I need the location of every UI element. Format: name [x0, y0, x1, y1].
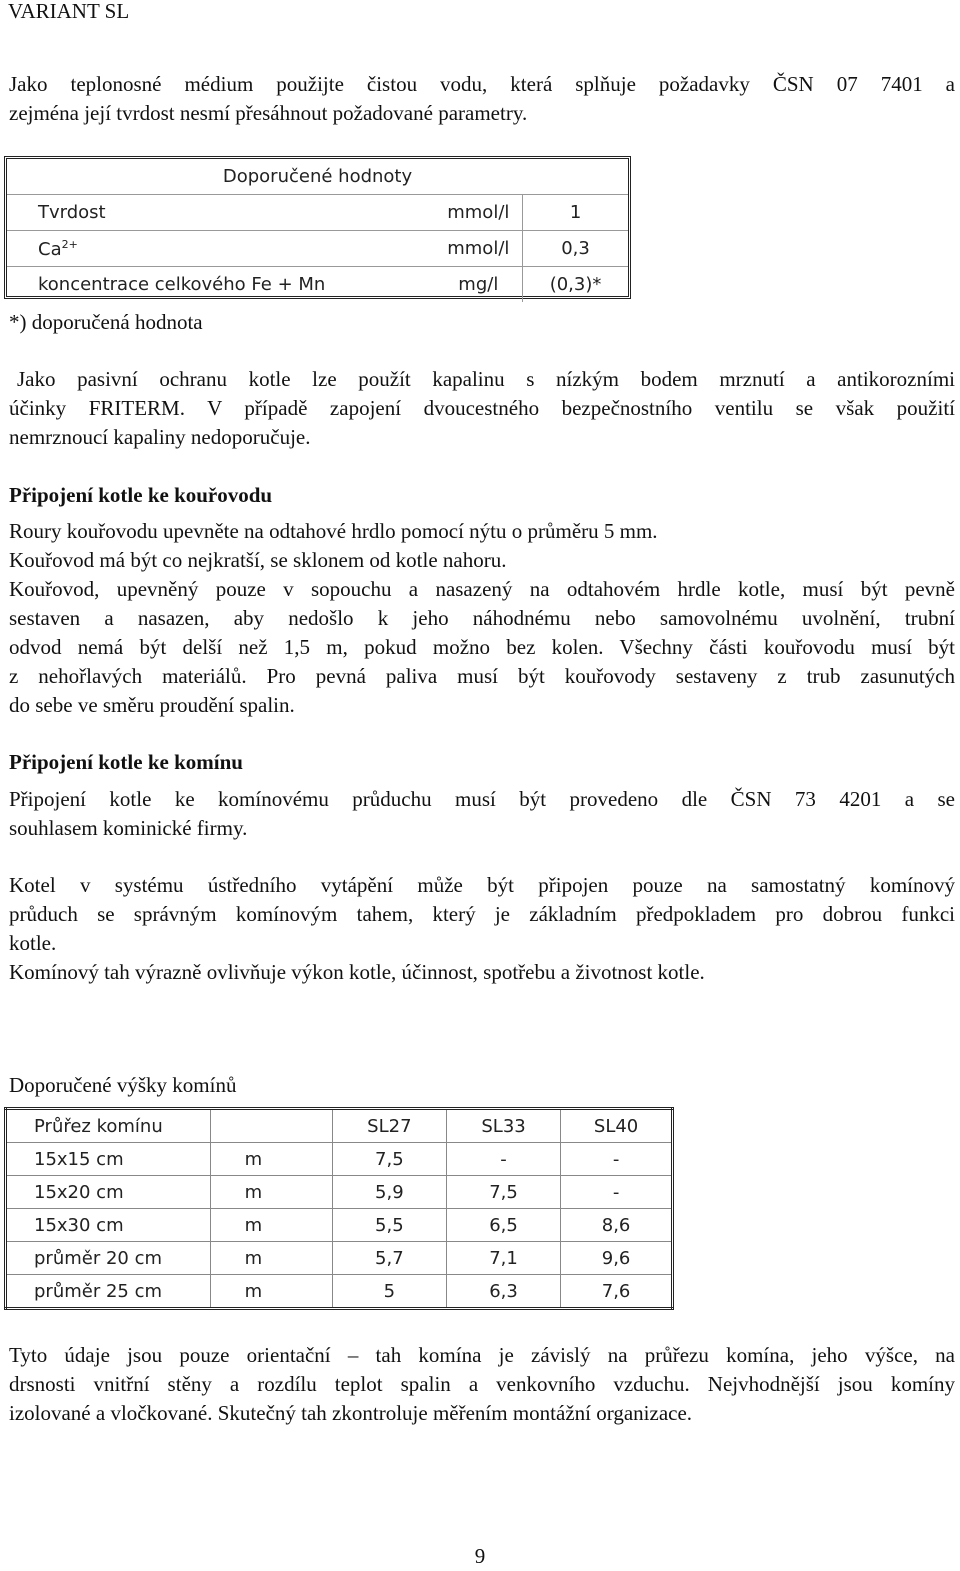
flue-line: sestaven a nasazen, aby nedošlo k jeho náhodnému nebo samovolnému uvolnění, trubní	[9, 606, 955, 630]
cell: 15x15 cm	[6, 1143, 211, 1176]
section-heading-flue: Připojení kotle ke kouřovodu	[9, 483, 273, 507]
cell: 7,1	[446, 1242, 560, 1275]
header-cell	[210, 1109, 332, 1143]
chimney-paragraph-2	[9, 871, 955, 987]
flue-paragraph	[9, 517, 955, 720]
chimney-heights-title: Doporučené výšky komínů	[9, 1073, 237, 1097]
header-cell: SL33	[446, 1109, 560, 1143]
closing-line: drsnosti vnitřní stěny a rozdílu teplot spalin a venkovního vzduchu. Nejvhodnější jsou komíny	[9, 1372, 955, 1396]
cell: průměr 20 cm	[6, 1242, 211, 1275]
intro-line-1: Jako teplonosné médium použijte čistou vodu, která splňuje požadavky ČSN 07 7401 a	[9, 72, 955, 96]
value-cell: (0,3)*	[523, 267, 628, 303]
cell: 6,3	[446, 1275, 560, 1309]
param-cell: koncentrace celkového Fe + Mn	[7, 267, 435, 303]
cell: 5,9	[332, 1176, 446, 1209]
cell: 15x30 cm	[6, 1209, 211, 1242]
cell: -	[561, 1176, 673, 1209]
cell: 5	[332, 1275, 446, 1309]
footnote: *) doporučená hodnota	[9, 310, 203, 334]
page-header: VARIANT SL	[8, 0, 130, 23]
value-cell: 1	[523, 195, 628, 231]
chimney-heights-table	[4, 1107, 674, 1310]
param-cell: Tvrdost	[7, 195, 435, 231]
cell: 7,5	[446, 1176, 560, 1209]
table-row	[7, 231, 628, 267]
table-row	[6, 1176, 673, 1209]
chimney-line: průduch se správným komínovým tahem, který je základním předpokladem pro dobrou funkci	[9, 902, 955, 926]
table-row	[6, 1275, 673, 1309]
closing-paragraph	[9, 1341, 955, 1428]
cell: 5,5	[332, 1209, 446, 1242]
table-row	[7, 195, 628, 231]
intro-line-2: zejména její tvrdost nesmí přesáhnout požadované parametry.	[9, 101, 528, 125]
cell: m	[210, 1209, 332, 1242]
cell: průměr 25 cm	[6, 1275, 211, 1309]
flue-line: Kouřovod má být co nejkratší, se sklonem od kotle nahoru.	[9, 548, 507, 572]
recommended-values-table	[7, 159, 628, 302]
cell: 8,6	[561, 1209, 673, 1242]
chimney-line: Kotel v systému ústředního vytápění může být připojen pouze na samostatný komínový	[9, 873, 955, 897]
passive-protection-paragraph	[9, 365, 955, 452]
flue-line: Roury kouřovodu upevněte na odtahové hrdlo pomocí nýtu o průměru 5 mm.	[9, 519, 658, 543]
cell: m	[210, 1242, 332, 1275]
cell: 9,6	[561, 1242, 673, 1275]
unit-cell: mg/l	[435, 267, 523, 303]
cell: 6,5	[446, 1209, 560, 1242]
cell: -	[446, 1143, 560, 1176]
table-row	[7, 159, 628, 195]
passive-line-2: účinky FRITERM. V případě zapojení dvoucestného bezpečnostního ventilu se však použití	[9, 396, 955, 420]
closing-line: izolované a vločkované. Skutečný tah zkontroluje měřením montážní organizace.	[9, 1401, 693, 1425]
page-number: 9	[474, 1544, 486, 1568]
chimney-line: souhlasem kominické firmy.	[9, 816, 248, 840]
unit-cell: mmol/l	[435, 231, 523, 267]
table-row	[7, 267, 628, 303]
param-cell	[7, 231, 435, 267]
cell: 7,6	[561, 1275, 673, 1309]
chimney-paragraph-1	[9, 785, 955, 843]
chimney-line: Komínový tah výrazně ovlivňuje výkon kotle, účinnost, spotřebu a životnost kotle.	[9, 960, 705, 984]
cell: m	[210, 1143, 332, 1176]
flue-line: z nehořlavých materiálů. Pro pevná paliva musí být kouřovody sestaveny z trub zasunutých	[9, 664, 955, 688]
chimney-line: kotle.	[9, 931, 57, 955]
unit-cell: mmol/l	[435, 195, 523, 231]
table-row	[6, 1209, 673, 1242]
cell: 15x20 cm	[6, 1176, 211, 1209]
passive-line-1: Jako pasivní ochranu kotle lze použít kapalinu s nízkým bodem mrznutí a antikorozními	[17, 367, 955, 391]
cell: -	[561, 1143, 673, 1176]
param-superscript: 2+	[61, 237, 78, 251]
value-cell: 0,3	[523, 231, 628, 267]
table-header-row	[6, 1109, 673, 1143]
flue-line: odvod nemá být delší než 1,5 m, pokud možno bez kolen. Všechny části kouřovodu musí být	[9, 635, 955, 659]
intro-paragraph	[9, 70, 955, 128]
table-title: Doporučené hodnoty	[222, 166, 413, 187]
header-cell: Průřez komínu	[6, 1109, 211, 1143]
section-heading-chimney: Připojení kotle ke komínu	[9, 750, 243, 774]
param-text: Ca	[38, 238, 62, 260]
header-cell: SL27	[332, 1109, 446, 1143]
chimney-line: Připojení kotle ke komínovému průduchu musí být provedeno dle ČSN 73 4201 a se	[9, 787, 955, 811]
table-row	[6, 1143, 673, 1176]
table-row	[6, 1242, 673, 1275]
passive-line-3: nemrznoucí kapaliny nedoporučuje.	[9, 425, 311, 449]
cell: m	[210, 1275, 332, 1309]
header-cell: SL40	[561, 1109, 673, 1143]
closing-line: Tyto údaje jsou pouze orientační – tah komína je závislý na průřezu komína, jeho výšce, na	[9, 1343, 955, 1367]
flue-line: Kouřovod, upevněný pouze v sopouchu a nasazený na odtahovém hrdle kotle, musí být pevně	[9, 577, 955, 601]
cell: 5,7	[332, 1242, 446, 1275]
cell: m	[210, 1176, 332, 1209]
cell: 7,5	[332, 1143, 446, 1176]
flue-line: do sebe ve směru proudění spalin.	[9, 693, 295, 717]
